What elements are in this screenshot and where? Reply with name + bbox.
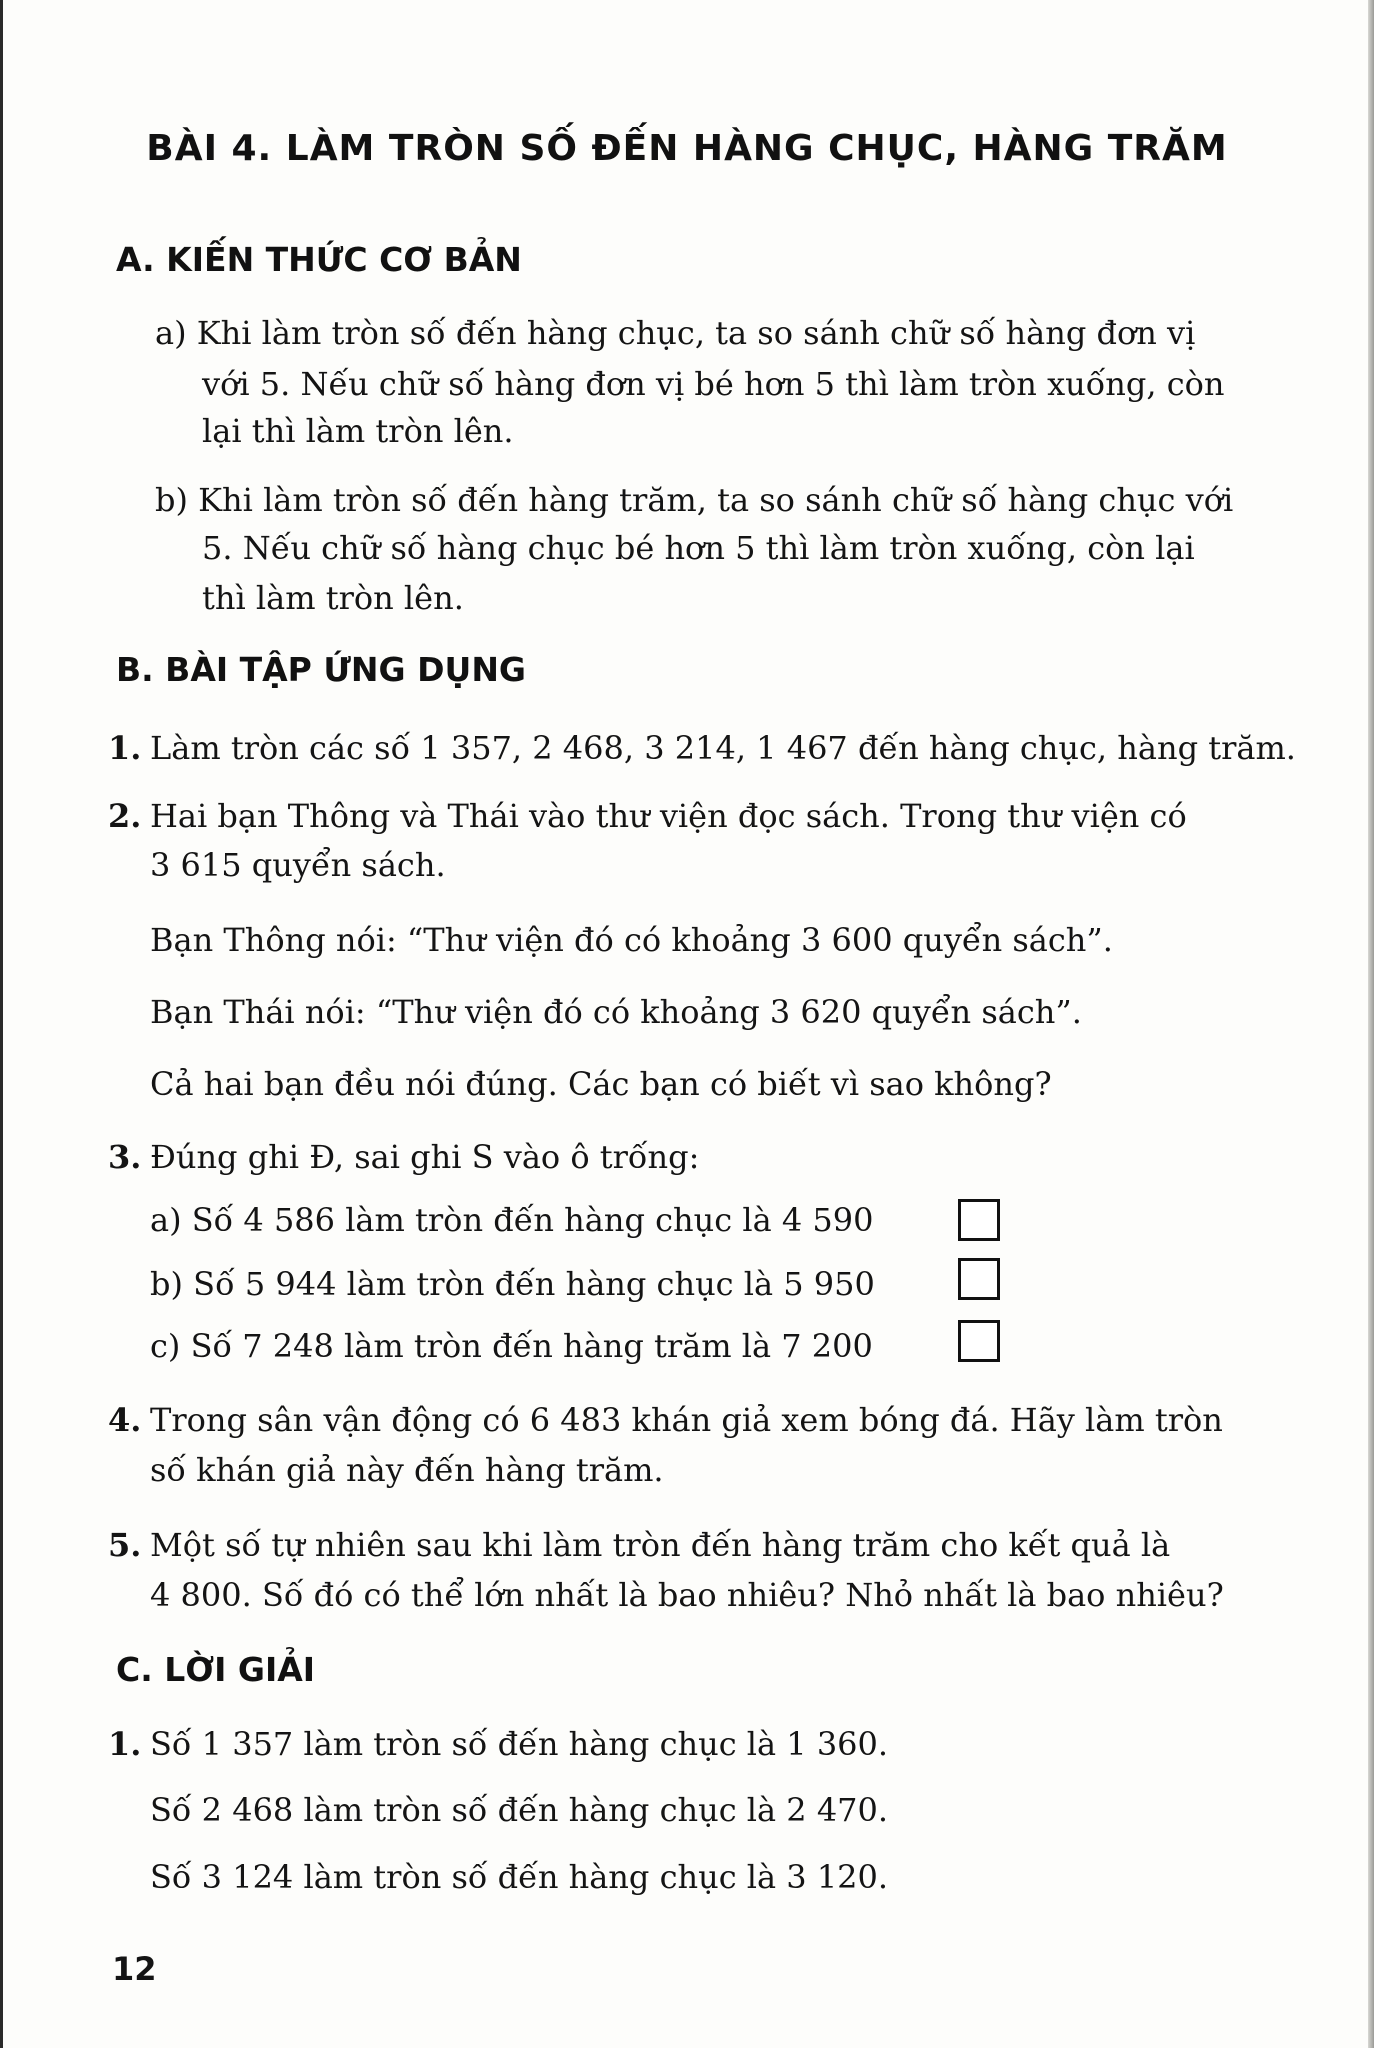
exercise-5-number: 5. — [108, 1526, 142, 1564]
section-a-rule-a-line1: a) Khi làm tròn số đến hàng chục, ta so sánh chữ số hàng đơn vị — [155, 314, 1196, 352]
exercise-3-answer-box-b[interactable] — [958, 1258, 1000, 1300]
exercise-2-thai-quote: Bạn Thái nói: “Thư viện đó có khoảng 3 620 quyển sách”. — [150, 993, 1082, 1031]
exercise-2-line1: Hai bạn Thông và Thái vào thư viện đọc sách. Trong thư viện có — [150, 797, 1187, 835]
section-c-heading: C. LỜI GIẢI — [116, 1650, 316, 1689]
section-a-rule-a-line2: với 5. Nếu chữ số hàng đơn vị bé hơn 5 thì làm tròn xuống, còn — [202, 365, 1225, 403]
exercise-1-number: 1. — [108, 729, 142, 767]
exercise-2-thong-quote: Bạn Thông nói: “Thư viện đó có khoảng 3 600 quyển sách”. — [150, 921, 1113, 959]
exercise-3-text: Đúng ghi Đ, sai ghi S vào ô trống: — [150, 1138, 700, 1176]
section-a-rule-b-line3: thì làm tròn lên. — [202, 579, 464, 617]
lesson-title: BÀI 4. LÀM TRÒN SỐ ĐẾN HÀNG CHỤC, HÀNG TRĂM — [146, 128, 1228, 169]
exercise-4-line2: số khán giả này đến hàng trăm. — [150, 1451, 664, 1489]
section-b-heading: B. BÀI TẬP ỨNG DỤNG — [116, 650, 527, 689]
exercise-3-item-c: c) Số 7 248 làm tròn đến hàng trăm là 7 200 — [150, 1327, 873, 1365]
section-a-rule-a-line3: lại thì làm tròn lên. — [202, 412, 514, 450]
exercise-5-line1: Một số tự nhiên sau khi làm tròn đến hàng trăm cho kết quả là — [150, 1526, 1171, 1564]
exercise-3-answer-box-c[interactable] — [958, 1320, 1000, 1362]
exercise-2-line2: 3 615 quyển sách. — [150, 846, 446, 884]
exercise-5-line2: 4 800. Số đó có thể lớn nhất là bao nhiêu? Nhỏ nhất là bao nhiêu? — [150, 1576, 1224, 1614]
page-number: 12 — [112, 1950, 157, 1988]
page-left-edge — [0, 0, 3, 2048]
exercise-3-item-a: a) Số 4 586 làm tròn đến hàng chục là 4 590 — [150, 1201, 874, 1239]
exercise-3-item-b: b) Số 5 944 làm tròn đến hàng chục là 5 950 — [150, 1265, 875, 1303]
solution-1-number: 1. — [108, 1725, 142, 1763]
section-a-heading: A. KIẾN THỨC CƠ BẢN — [116, 240, 522, 279]
exercise-3-answer-box-a[interactable] — [958, 1199, 1000, 1241]
exercise-3-number: 3. — [108, 1138, 142, 1176]
solution-1-line1: Số 1 357 làm tròn số đến hàng chục là 1 360. — [150, 1725, 889, 1763]
exercise-1-text: Làm tròn các số 1 357, 2 468, 3 214, 1 467 đến hàng chục, hàng trăm. — [150, 729, 1296, 767]
solution-1-line2: Số 2 468 làm tròn số đến hàng chục là 2 470. — [150, 1791, 889, 1829]
exercise-2-number: 2. — [108, 797, 142, 835]
exercise-4-line1: Trong sân vận động có 6 483 khán giả xem bóng đá. Hãy làm tròn — [150, 1401, 1223, 1439]
page-right-edge — [1368, 0, 1374, 2048]
section-a-rule-b-line2: 5. Nếu chữ số hàng chục bé hơn 5 thì làm tròn xuống, còn lại — [202, 529, 1195, 567]
exercise-4-number: 4. — [108, 1401, 142, 1439]
exercise-2-question: Cả hai bạn đều nói đúng. Các bạn có biết vì sao không? — [150, 1065, 1052, 1103]
section-a-rule-b-line1: b) Khi làm tròn số đến hàng trăm, ta so sánh chữ số hàng chục với — [155, 481, 1234, 519]
solution-1-line3: Số 3 124 làm tròn số đến hàng chục là 3 120. — [150, 1858, 889, 1896]
